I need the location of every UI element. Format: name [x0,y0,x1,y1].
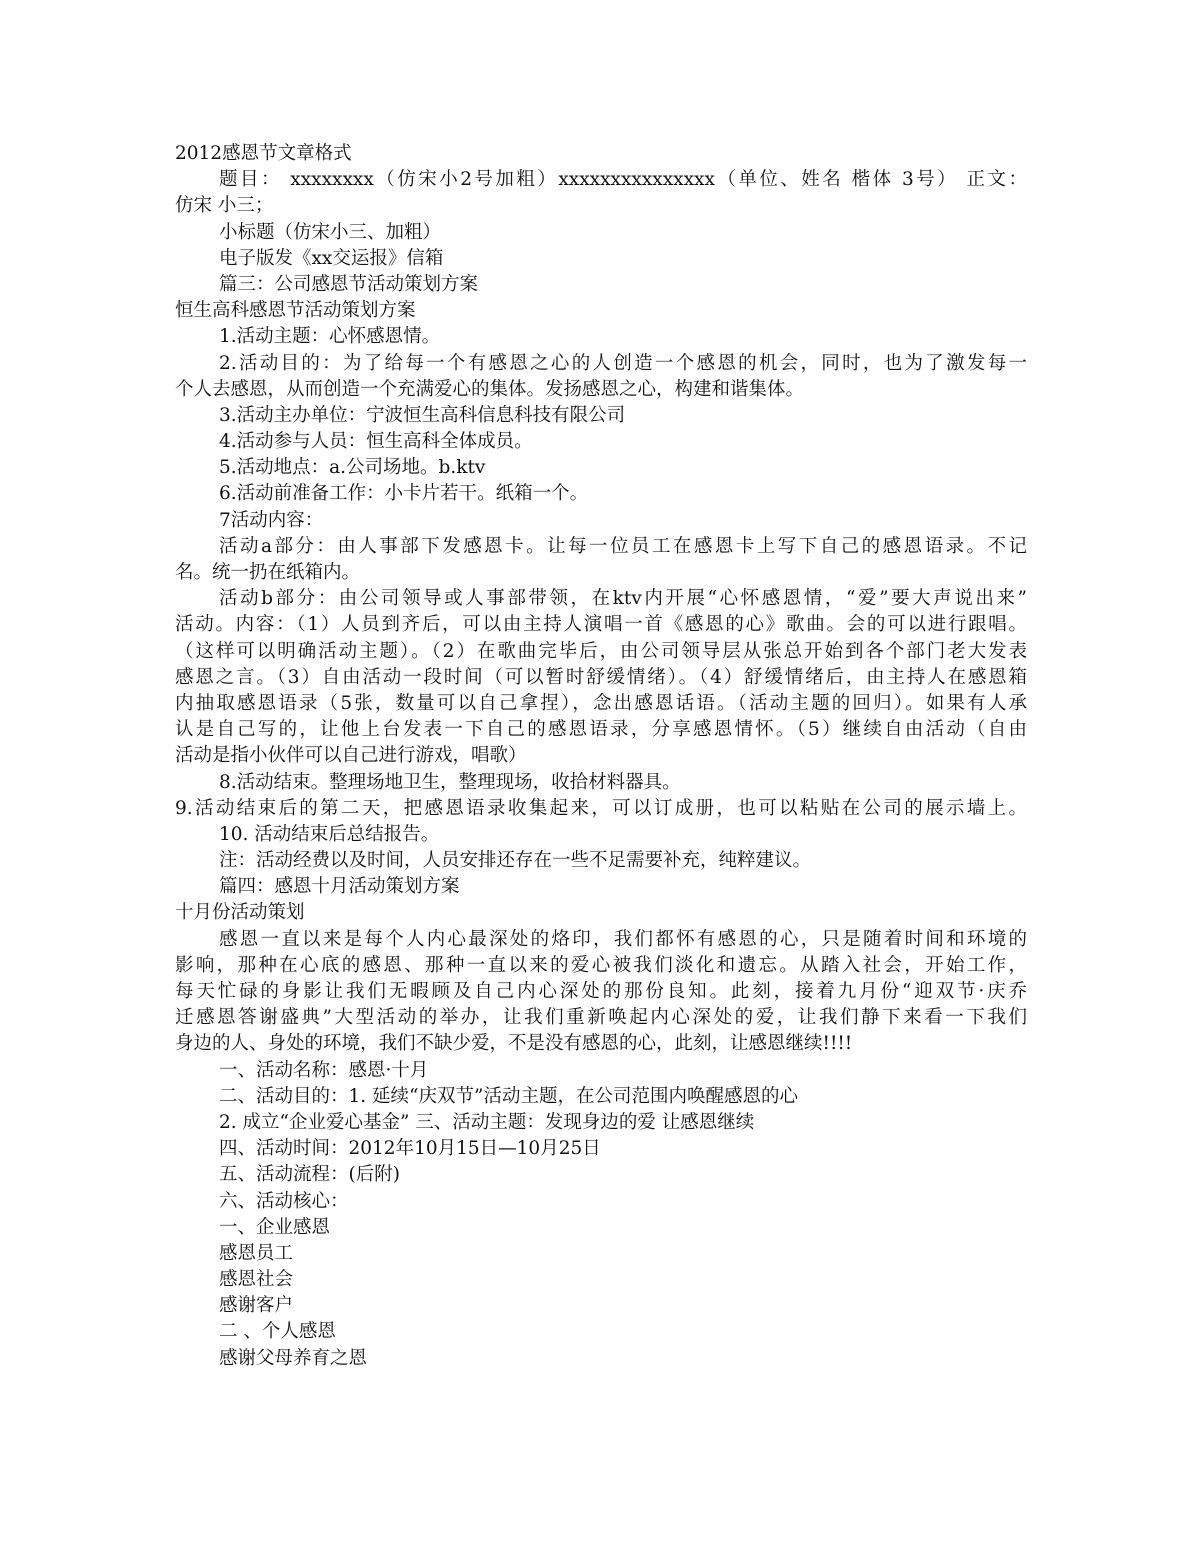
paragraph-line: 内抽取感恩语录（5张，数量可以自己拿捏），念出感恩话语。（活动主题的回归）。如果有人承 [175,692,1027,714]
paragraph-line: 感恩员工 [219,1242,294,1264]
paragraph-line: 影响，那种在心底的感恩、那种一直以来的爱心被我们淡化和遗忘。从踏入社会，开始工作， [175,954,1027,976]
paragraph-line: 活动a部分：由人事部下发感恩卡。让每一位员工在感恩卡上写下自己的感恩语录。不记 [219,535,1027,557]
paragraph-line: 8.活动结束。整理场地卫生，整理现场，收拾材料器具。 [219,771,681,793]
paragraph-line: 感恩一直以来是每个人内心最深处的烙印，我们都怀有感恩的心，只是随着时间和环境的 [219,928,1027,950]
paragraph-line: 4.活动参与人员：恒生高科全体成员。 [219,431,533,453]
plan-title: 十月份活动策划 [175,902,305,924]
format-line: 仿宋 小三； [175,195,274,217]
doc-title: 2012感恩节文章格式 [175,143,352,164]
paragraph-line: 2. 成立“企业爱心基金” 三、活动主题：发现身边的爱 让感恩继续 [219,1111,755,1133]
paragraph-line: 五、活动流程：(后附) [219,1164,400,1186]
paragraph-line: 6.活动前准备工作：小卡片若干。纸箱一个。 [219,483,589,505]
paragraph-line: 活动b部分：由公司领导或人事部带领，在ktv内开展“心怀感恩情，“爱”要大声说出来” [219,588,1027,610]
paragraph-line: 迁感恩答谢盛典”大型活动的举办，让我们重新唤起内心深处的爱，让我们静下来看一下我们 [175,1007,1027,1029]
paragraph-line: 四、活动时间：2012年10月15日—10月25日 [219,1138,601,1160]
plan-title: 恒生高科感恩节活动策划方案 [175,300,416,322]
format-line: 题目： xxxxxxxx（仿宋小2号加粗）xxxxxxxxxxxxxxx（单位、姓名 楷体 3号） 正文： [219,169,1027,191]
paragraph-line: 感谢客户 [219,1295,294,1317]
paragraph-line: 感恩之言。（3）自由活动一段时间（可以暂时舒缓情绪）。（4）舒缓情绪后，由主持人在感恩箱 [175,666,1027,688]
paragraph-line: 9.活动结束后的第二天，把感恩语录收集起来，可以订成册，也可以粘贴在公司的展示墙上。 [175,797,1027,819]
paragraph-line: 身边的人、身处的环境，我们不缺少爱，不是没有感恩的心，此刻，让感恩继续!!!! [175,1033,853,1055]
paragraph-line: 1.活动主题：心怀感恩情。 [219,326,441,348]
paragraph-line: 2.活动目的：为了给每一个有感恩之心的人创造一个感恩的机会，同时，也为了激发每一 [219,352,1027,374]
paragraph-line: 感恩社会 [219,1269,294,1291]
paragraph-line: 二 、个人感恩 [219,1321,336,1343]
paragraph-line: （这样可以明确活动主题）。（2）在歌曲完毕后，由公司领导层从张总开始到各个部门老大发表 [175,640,1027,662]
paragraph-line: 注：活动经费以及时间，人员安排还存在一些不足需要补充，纯粹建议。 [219,850,812,872]
paragraph-line: 感谢父母养育之恩 [219,1347,368,1369]
paragraph-line: 5.活动地点：a.公司场地。b.ktv [219,457,486,479]
paragraph-line: 活动。内容：（1）人员到齐后，可以由主持人演唱一首《感恩的心》歌曲。会的可以进行跟唱。 [175,614,1027,636]
paragraph-line: 7活动内容： [219,509,324,531]
format-line: 电子版发《xx交运报》信箱 [219,247,444,269]
section-heading: 篇四：感恩十月活动策划方案 [219,876,460,898]
paragraph-line: 二、活动目的：1. 延续“庆双节”活动主题，在公司范围内唤醒感恩的心 [219,1085,798,1107]
paragraph-line: 活动是指小伙伴可以自己进行游戏，唱歌） [175,745,527,767]
document-body [175,141,1027,1372]
paragraph-line: 3.活动主办单位：宁波恒生高科信息科技有限公司 [219,404,626,426]
paragraph-line: 每天忙碌的身影让我们无暇顾及自己内心深处的那份良知。此刻，接着九月份“迎双节·庆乔 [175,981,1027,1002]
paragraph-line: 10. 活动结束后总结报告。 [219,823,440,845]
paragraph-line: 一、活动名称：感恩·十月 [219,1059,429,1081]
section-heading: 篇三：公司感恩节活动策划方案 [219,273,479,295]
paragraph-line: 名。统一扔在纸箱内。 [175,562,361,583]
paragraph-line: 六、活动核心： [219,1190,349,1212]
paragraph-line: 个人去感恩，从而创造一个充满爱心的集体。发扬感恩之心，构建和谐集体。 [175,378,805,400]
paragraph-line: 一、企业感恩 [219,1216,331,1238]
paragraph-line: 认是自己写的，让他上台发表一下自己的感恩语录，分享感恩情怀。（5）继续自由活动（自由 [175,719,1027,741]
format-line: 小标题（仿宋小三、加粗） [219,221,442,243]
